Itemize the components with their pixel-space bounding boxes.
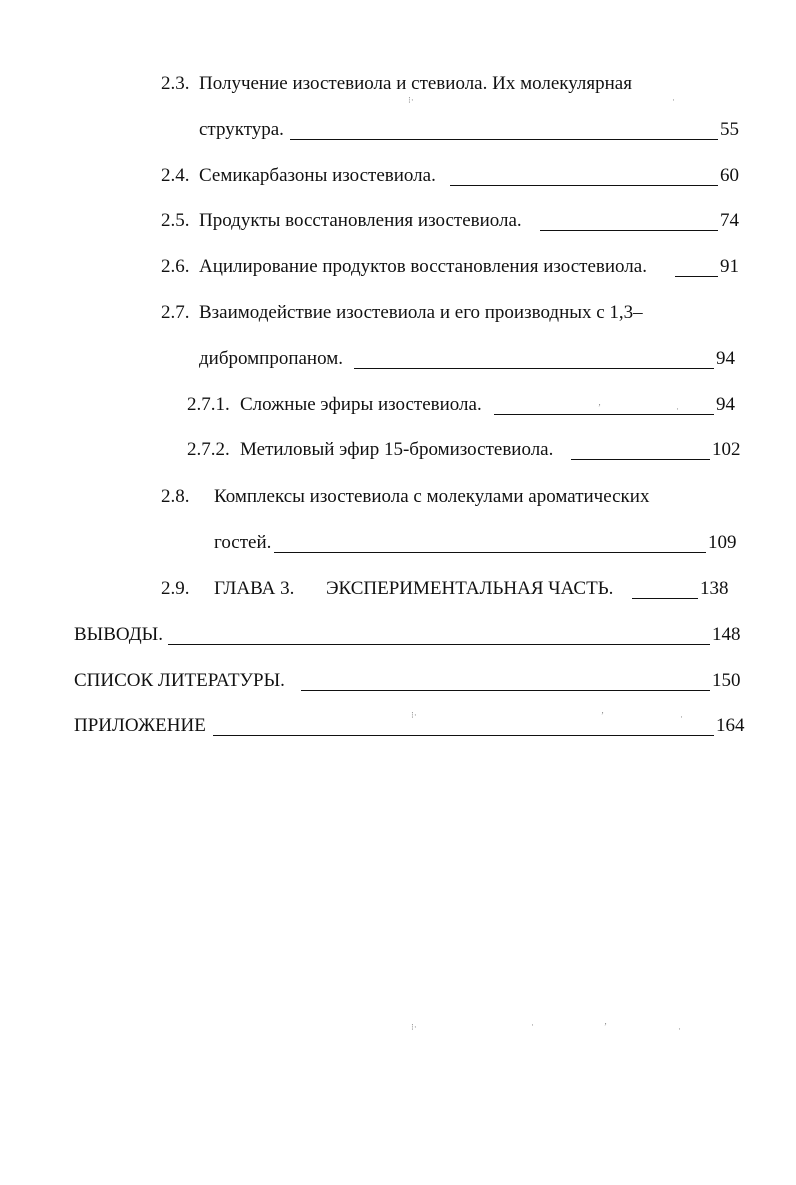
scan-speck: ⁝·: [411, 710, 417, 720]
toc-title: СПИСОК ЛИТЕРАТУРЫ.: [74, 670, 285, 691]
toc-title: Метиловый эфир 15-бромизостевиола.: [240, 439, 554, 460]
toc-number: 2.4.: [161, 165, 190, 186]
scan-speck: ·: [678, 1024, 681, 1034]
toc-entry-2-3-cont: [0, 117, 796, 143]
toc-entry-2-8: [0, 484, 796, 510]
toc-title: ВЫВОДЫ.: [74, 624, 163, 645]
toc-page-number: 74: [720, 210, 739, 231]
toc-number: 2.7.1.: [187, 394, 230, 415]
toc-leader: [290, 120, 718, 140]
toc-leader: [494, 395, 714, 415]
toc-title: Получение изостевиола и стевиола. Их молекулярная: [199, 73, 632, 94]
scan-speck: ‚: [604, 1016, 607, 1026]
toc-leader: [301, 671, 710, 691]
toc-page-number: 91: [720, 256, 739, 277]
toc-number: 2.5.: [161, 210, 190, 231]
toc-page-number: 60: [720, 165, 739, 186]
toc-entry-references: [0, 668, 796, 694]
toc-leader: [571, 440, 710, 460]
scan-speck: ‚: [601, 705, 604, 715]
toc-title-cont: дибромпропаном.: [199, 348, 344, 369]
toc-page-number: 150: [712, 670, 741, 691]
toc-entry-2-7: [0, 300, 796, 326]
toc-leader: [632, 579, 698, 599]
toc-entry-2-7-2: [0, 437, 796, 463]
toc-page-number: 94: [716, 394, 735, 415]
toc-number: 2.7.: [161, 302, 190, 323]
scan-speck: ‚: [598, 397, 601, 407]
toc-entry-2-9: [0, 576, 796, 602]
toc-chapter-label: ГЛАВА 3.: [214, 578, 295, 599]
toc-number: 2.7.2.: [187, 439, 230, 460]
scan-speck: ·: [680, 712, 683, 722]
scan-speck: ·: [672, 95, 675, 105]
toc-leader: [354, 349, 714, 369]
toc-leader: [274, 533, 706, 553]
toc-title: Семикарбазоны изостевиола.: [199, 165, 436, 186]
toc-page-number: 109: [708, 532, 737, 553]
toc-title-cont: гостей.: [214, 532, 272, 553]
toc-title: Комплексы изостевиола с молекулами ароматических: [214, 486, 650, 507]
toc-title: Продукты восстановления изостевиола.: [199, 210, 522, 231]
toc-page-number: 164: [716, 715, 745, 736]
toc-number: 2.3.: [161, 73, 190, 94]
toc-entry-2-7-cont: [0, 346, 796, 372]
toc-entry-appendix: [0, 710, 796, 739]
toc-title: Ацилирование продуктов восстановления изостевиола.: [199, 256, 647, 277]
toc-number: 2.9.: [161, 578, 190, 599]
toc-entry-2-8-cont: [0, 530, 796, 556]
toc-title: Сложные эфиры изостевиола.: [240, 394, 482, 415]
scan-speck: ·: [676, 404, 679, 414]
toc-title: ЭКСПЕРИМЕНТАЛЬНАЯ ЧАСТЬ.: [326, 578, 614, 599]
toc-entry-conclusions: [0, 622, 796, 648]
toc-entry-2-4: [0, 163, 796, 189]
toc-title: Взаимодействие изостевиола и его производных с 1,3–: [199, 302, 643, 323]
toc-page-number: 55: [720, 119, 739, 140]
toc-leader: [450, 166, 718, 186]
scan-speck: ·: [531, 1020, 534, 1030]
toc-leader: [213, 716, 714, 736]
toc-page-number: 94: [716, 348, 735, 369]
toc-page-number: 148: [712, 624, 741, 645]
toc-page-number: 102: [712, 439, 741, 460]
toc-entry-2-6: [0, 254, 796, 280]
scan-speck: ⁝·: [408, 95, 414, 105]
toc-title-cont: структура.: [199, 119, 284, 140]
toc-leader: [675, 257, 718, 277]
scan-speck: ⁝·: [411, 1022, 417, 1032]
toc-title: ПРИЛОЖЕНИЕ: [74, 715, 206, 736]
toc-page-number: 138: [700, 578, 729, 599]
toc-number: 2.8.: [161, 486, 190, 507]
toc-leader: [540, 211, 718, 231]
toc-number: 2.6.: [161, 256, 190, 277]
toc-entry-2-5: [0, 208, 796, 234]
toc-leader: [168, 625, 710, 645]
toc-entry-2-3: [0, 71, 796, 97]
